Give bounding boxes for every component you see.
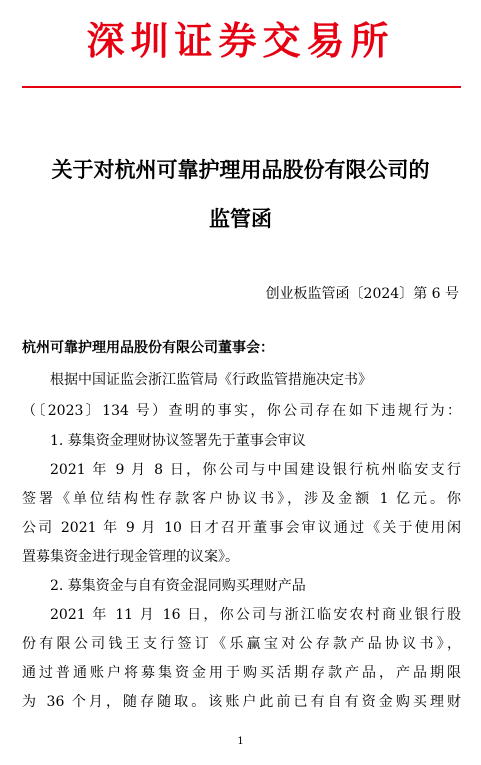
body-line: 份有限公司钱王支行签订《乐赢宝对公存款产品协议书》， xyxy=(22,636,461,652)
masthead-red-rule xyxy=(22,86,461,88)
body-line: 通过普通账户将募集资金用于购买活期存款产品，产品期限 xyxy=(22,665,461,681)
masthead-title: 深圳证券交易所 xyxy=(86,18,395,63)
document-title-line-2: 监管函 xyxy=(209,206,272,231)
body-line: 2021 年 9 月 8 日，你公司与中国建设银行杭州临安支行 xyxy=(50,462,461,478)
document-number: 创业板监管函〔2024〕第 6 号 xyxy=(265,286,459,302)
body-line: 签署《单位结构性存款客户协议书》，涉及金额 1 亿元。你 xyxy=(22,491,461,507)
body-line: 为 36 个月，随存随取。该账户此前已有自有资金购买理财 xyxy=(22,694,461,710)
section-heading: 2. 募集资金与自有资金混同购买理财产品 xyxy=(50,578,306,594)
body-line: （〔2023〕134 号）查明的事实，你公司存在如下违规行为： xyxy=(22,403,461,419)
page-number: 1 xyxy=(237,736,244,747)
addressee: 杭州可靠护理用品股份有限公司董事会： xyxy=(22,340,274,356)
body-line: 置募集资金进行现金管理的议案》。 xyxy=(22,549,239,565)
document-title-line-1: 关于对杭州可靠护理用品股份有限公司的 xyxy=(51,157,430,182)
body-line: 2021 年 11 月 16 日，你公司与浙江临安农村商业银行股 xyxy=(50,607,461,623)
section-heading: 1. 募集资金理财协议签署先于董事会审议 xyxy=(50,433,306,449)
body-line: 公司 2021 年 9 月 10 日才召开董事会审议通过《关于使用闲 xyxy=(22,520,461,536)
body-line: 根据中国证监会浙江监管局《行政监管措施决定书》 xyxy=(50,372,372,388)
